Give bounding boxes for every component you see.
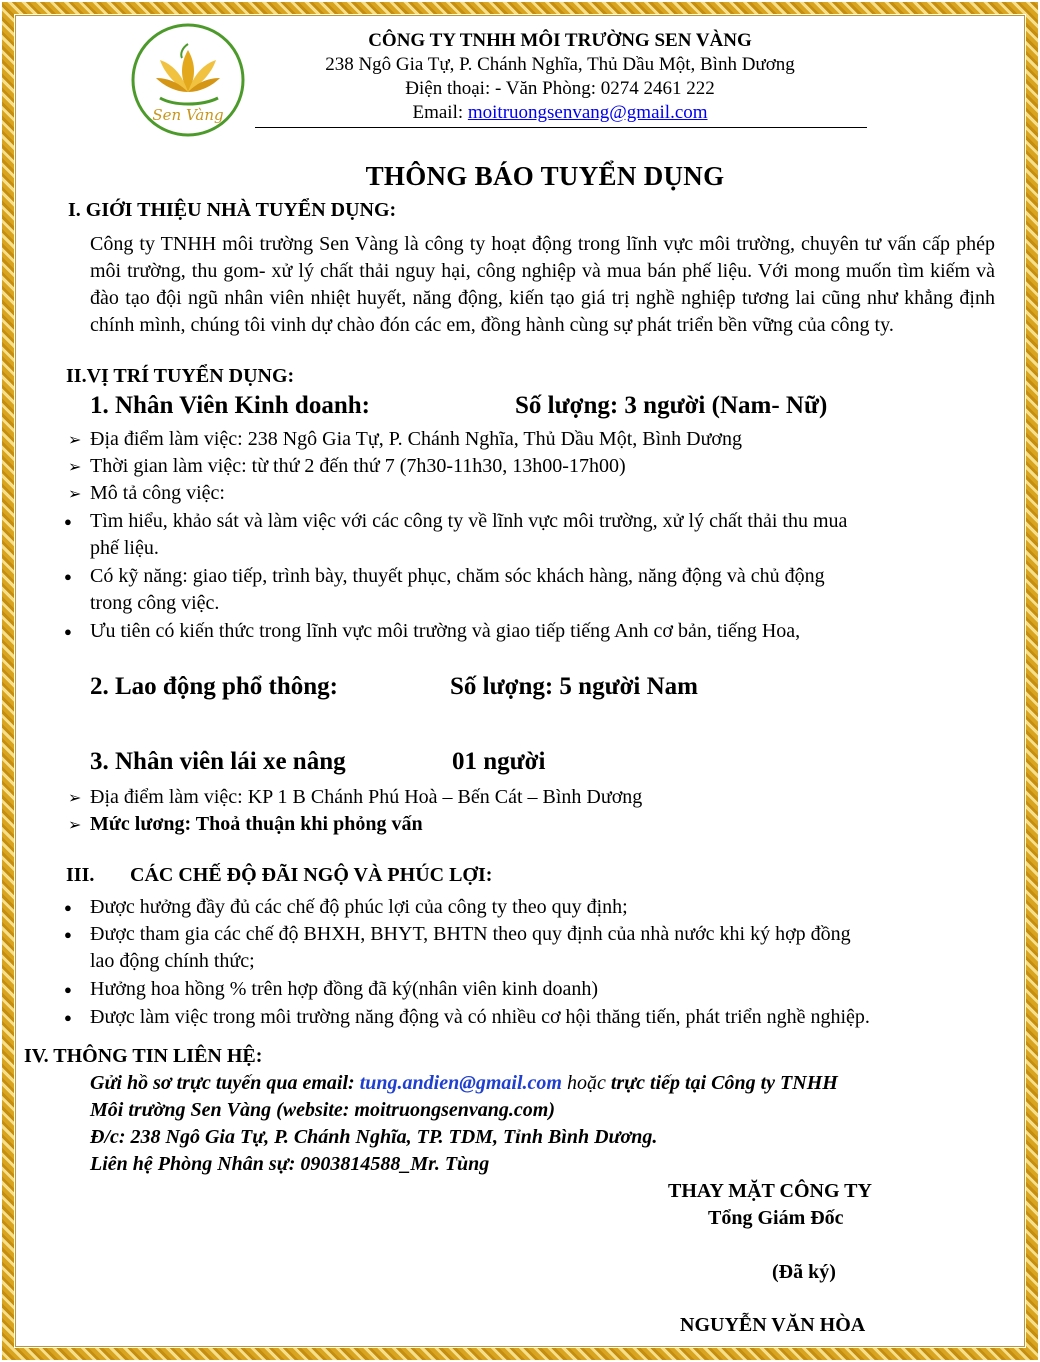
signature-signed: (Đã ký)	[772, 1261, 836, 1283]
header-divider	[255, 127, 867, 128]
contact-email-label: Gửi hồ sơ trực tuyến qua email:	[90, 1072, 360, 1094]
arrow-bullet-icon: ➢	[68, 486, 82, 503]
job-2-title: 2. Lao động phổ thông:	[90, 673, 338, 700]
job-1-desc-label: Mô tả công việc:	[90, 482, 225, 504]
company-address: 238 Ngô Gia Tự, P. Chánh Nghĩa, Thủ Dầu Một, Bình Dương	[325, 54, 795, 75]
signature-on-behalf: THAY MẶT CÔNG TY	[668, 1180, 872, 1202]
job-3-title: 3. Nhân viên lái xe nâng	[90, 748, 346, 775]
company-email-link[interactable]: moitruongsenvang@gmail.com	[467, 102, 708, 123]
bullet-dot-icon: ●	[64, 569, 72, 584]
contact-email[interactable]: tung.andien@gmail.com	[359, 1072, 562, 1094]
benefit-item: Được hưởng đầy đủ các chế độ phúc lợi của công ty theo quy định;	[90, 896, 628, 918]
bullet-dot-icon: ●	[64, 900, 72, 915]
page-title: THÔNG BÁO TUYỂN DỤNG	[365, 161, 725, 191]
job-1-bullet: Ưu tiên có kiến thức trong lĩnh vực môi trường và giao tiếp tiếng Anh cơ bản, tiếng Hoa,	[90, 620, 801, 642]
bullet-dot-icon: ●	[64, 514, 72, 529]
company-phone: Điện thoại: - Văn Phòng: 0274 2461 222	[405, 78, 715, 99]
signature-position: Tổng Giám Đốc	[708, 1207, 844, 1229]
benefit-item: Hưởng hoa hồng % trên hợp đồng đã ký(nhân viên kinh doanh)	[90, 978, 599, 1000]
job-3-quantity: 01 người	[452, 748, 546, 775]
bullet-dot-icon: ●	[64, 927, 72, 942]
section-1-heading: I. GIỚI THIỆU NHÀ TUYỂN DỤNG:	[68, 199, 397, 221]
job-1-location: Địa điểm làm việc: 238 Ngô Gia Tự, P. Chánh Nghĩa, Thủ Dầu Một, Bình Dương	[90, 428, 743, 450]
section-1-paragraph: Công ty TNHH môi trường Sen Vàng là công ty hoạt động trong lĩnh vực môi trường, chuyên tư vấn cấp phép môi trường, thu gom- xử lý chất thải nguy hại, công nghiệp và mua bán phế liệu. Với mong muốn tìm kiếm và đào tạo đội ngũ nhân viên nhiệt huyết, năng động, kiến tạo giá trị nghề nghiệp tương lai cũng như khẳng định chính mình, chúng tôi vinh dự chào đón các em, đồng hành cùng sự phát triển bền vững của công ty.	[90, 233, 995, 336]
section-2-heading: II.VỊ TRÍ TUYỂN DỤNG:	[66, 365, 295, 387]
section-3-heading: CÁC CHẾ ĐỘ ĐÃI NGỘ VÀ PHÚC LỢI:	[130, 864, 493, 886]
company-name: CÔNG TY TNHH MÔI TRƯỜNG SEN VÀNG	[368, 30, 752, 51]
logo-text: Sen Vàng	[152, 106, 224, 124]
job-3-location: Địa điểm làm việc: KP 1 B Chánh Phú Hoà – Bến Cát – Bình Dương	[90, 786, 643, 808]
job-1-bullet-cont: trong công việc.	[90, 592, 220, 614]
arrow-bullet-icon: ➢	[68, 790, 82, 807]
contact-or: hoặc	[561, 1072, 611, 1094]
section-3-number: III.	[66, 864, 95, 886]
bullet-dot-icon: ●	[64, 624, 72, 639]
job-1-bullet: Có kỹ năng: giao tiếp, trình bày, thuyết phục, chăm sóc khách hàng, năng động và chủ động	[90, 565, 825, 587]
benefit-item: Được tham gia các chế độ BHXH, BHYT, BHTN theo quy định của nhà nước khi ký hợp đồng	[90, 923, 851, 945]
contact-direct: trực tiếp tại Công ty TNHH	[610, 1072, 838, 1094]
contact-line-1	[90, 1072, 838, 1095]
job-2-quantity: Số lượng: 5 người Nam	[450, 673, 698, 700]
signature-name: NGUYỄN VĂN HÒA	[680, 1314, 866, 1336]
arrow-bullet-icon: ➢	[68, 432, 82, 449]
arrow-bullet-icon: ➢	[68, 817, 82, 834]
benefit-item: Được làm việc trong môi trường năng động và có nhiều cơ hội thăng tiến, phát triển nghề nghiệp.	[90, 1006, 870, 1028]
email-label: Email:	[412, 102, 468, 123]
job-1-title: 1. Nhân Viên Kinh doanh:	[90, 392, 370, 419]
job-3-salary: Mức lương: Thoả thuận khi phỏng vấn	[90, 813, 423, 835]
arrow-bullet-icon: ➢	[68, 459, 82, 476]
job-1-bullet: Tìm hiểu, khảo sát và làm việc với các công ty về lĩnh vực môi trường, xử lý chất thải thu mua	[90, 510, 848, 532]
benefit-item-cont: lao động chính thức;	[90, 950, 255, 972]
job-1-time: Thời gian làm việc: từ thứ 2 đến thứ 7 (7h30-11h30, 13h00-17h00)	[90, 455, 626, 477]
company-email-line	[260, 101, 860, 125]
bullet-dot-icon: ●	[64, 982, 72, 997]
sen-vang-logo	[130, 22, 246, 138]
job-1-bullet-cont: phế liệu.	[90, 537, 159, 559]
contact-line-2: Môi trường Sen Vàng (website: moitruongsenvang.com)	[90, 1099, 555, 1121]
contact-address: Đ/c: 238 Ngô Gia Tự, P. Chánh Nghĩa, TP. TDM, Tỉnh Bình Dương.	[90, 1126, 658, 1148]
bullet-dot-icon: ●	[64, 1010, 72, 1025]
job-1-quantity: Số lượng: 3 người (Nam- Nữ)	[515, 392, 828, 419]
contact-phone: Liên hệ Phòng Nhân sự: 0903814588_Mr. Tùng	[90, 1153, 490, 1175]
section-4-heading: IV. THÔNG TIN LIÊN HỆ:	[24, 1045, 263, 1067]
